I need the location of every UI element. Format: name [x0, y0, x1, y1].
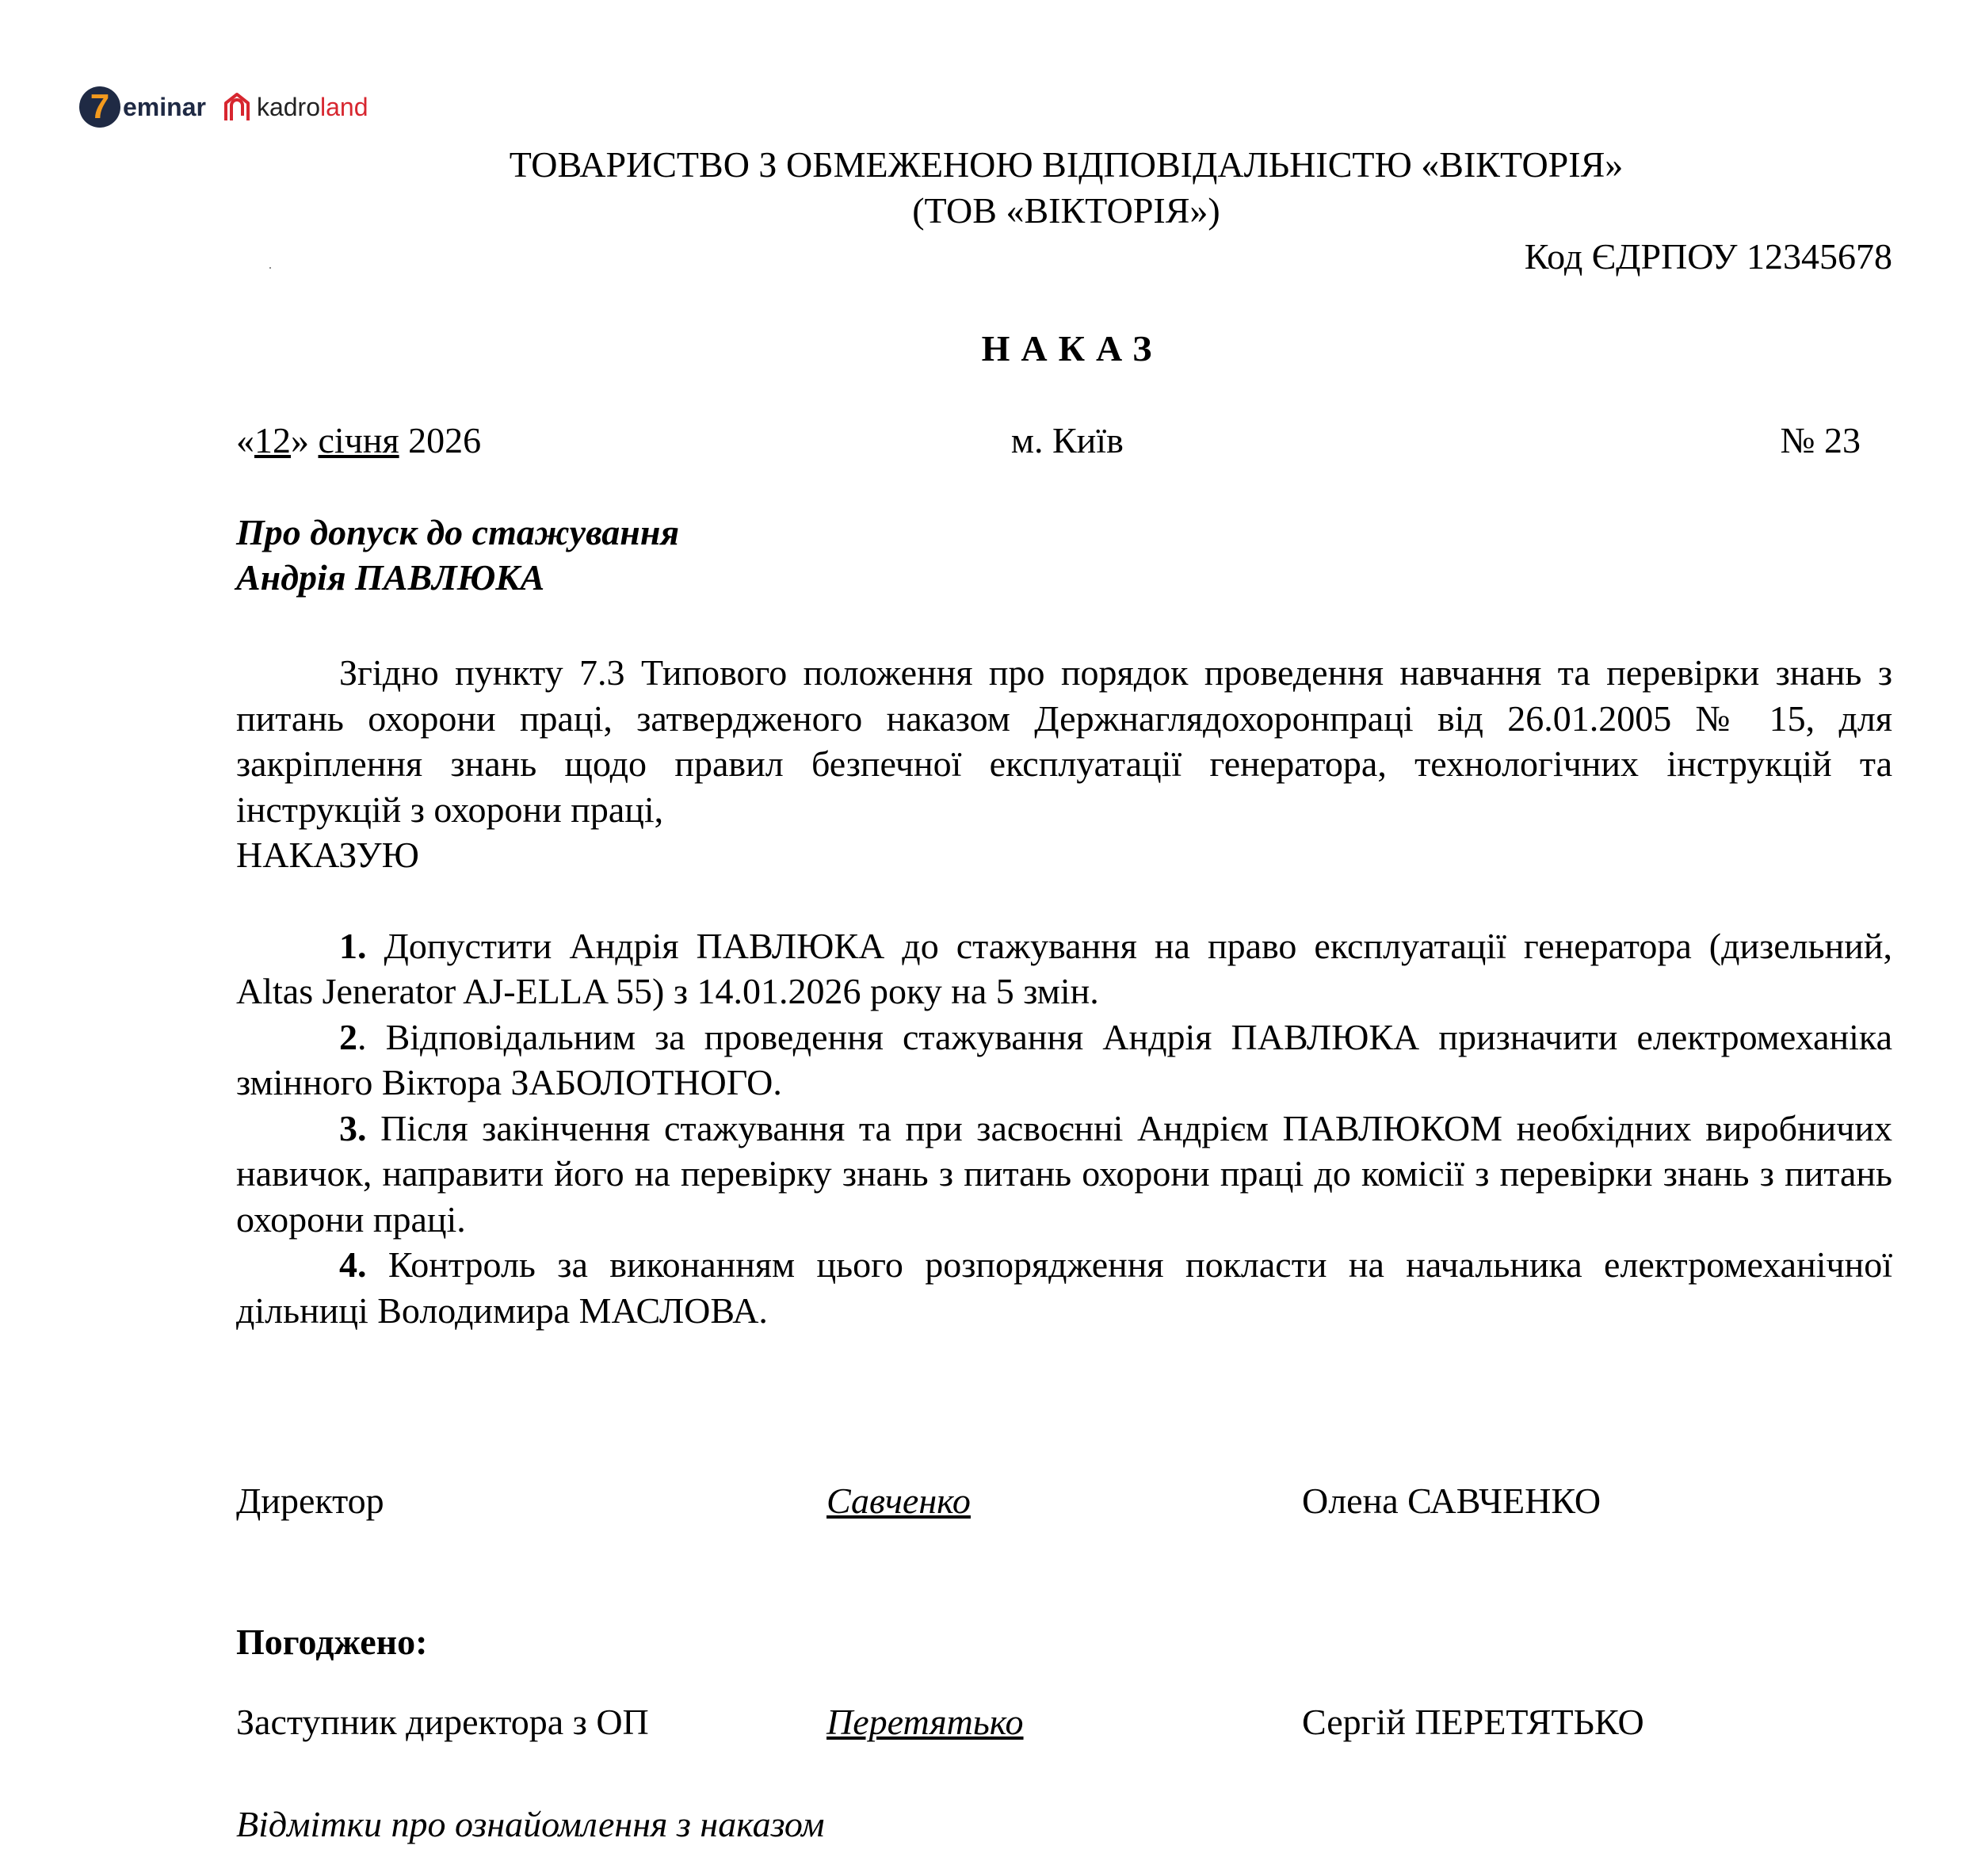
- item-number: 3.: [339, 1107, 367, 1148]
- document-title: НАКАЗ: [981, 328, 1163, 369]
- deputy-name: Сергій ПЕРЕТЯТЬКО: [1302, 1702, 1644, 1742]
- item-text: Допустити Андрія ПАВЛЮКА до стажування на право експлуатації генератора (дизельний, Altas Jenerator AJ-ELLA 55) з 14.01.2026 року на 5 змін.: [236, 925, 1892, 1011]
- order-item: [236, 1014, 1892, 1106]
- director-position: Директор: [236, 1481, 384, 1521]
- company-full-name: ТОВАРИСТВО З ОБМЕЖЕНОЮ ВІДПОВІДАЛЬНІСТЮ «ВІКТОРІЯ»: [509, 144, 1624, 185]
- scan-speck: [269, 267, 271, 269]
- subject-line-2: Андрія ПАВЛЮКА: [236, 557, 545, 598]
- subject-line-1: Про допуск до стажування: [236, 512, 680, 552]
- order-number: № 23: [1780, 420, 1861, 460]
- logo-bar: [79, 79, 396, 135]
- order-item: [236, 923, 1892, 1014]
- kadroland-text-dark: kadro: [256, 92, 320, 121]
- item-text: . Відповідальним за проведення стажування Андрія ПАВЛЮКА призначити електромеханіка змінного Віктора ЗАБОЛОТНОГО.: [236, 1016, 1892, 1102]
- order-city: м. Київ: [1010, 420, 1124, 460]
- order-day: 12: [254, 420, 291, 460]
- quote-close: »: [291, 420, 309, 460]
- date-line: [236, 418, 1861, 463]
- order-date: [236, 418, 481, 463]
- seminar-logo: [79, 86, 206, 128]
- item-number: 2: [339, 1016, 357, 1057]
- order-body: [236, 650, 1892, 1333]
- order-year: 2026: [408, 420, 482, 460]
- seminar-logo-text: eminar: [123, 92, 206, 121]
- kadroland-logo: [223, 92, 368, 122]
- company-short-name: (ТОВ «ВІКТОРІЯ»): [912, 190, 1220, 231]
- item-text: Контроль за виконанням цього розпорядження покласти на начальника електромеханічної дільниці Володимира МАСЛОВА.: [236, 1244, 1892, 1331]
- order-subject: [236, 510, 679, 600]
- deputy-position: Заступник директора з ОП: [236, 1702, 649, 1742]
- deputy-signature: Перетятько: [826, 1702, 1024, 1742]
- director-name: Олена САВЧЕНКО: [1302, 1481, 1601, 1521]
- kadroland-text-red: land: [319, 92, 368, 121]
- order-word: НАКАЗУЮ: [236, 835, 419, 875]
- edrpou-code: Код ЄДРПОУ 12345678: [1524, 236, 1892, 277]
- order-item: [236, 1106, 1892, 1243]
- item-text: Після закінчення стажування та при засвоєнні Андрієм ПАВЛЮКОМ необхідних виробничих навичок, направити його на перевірку знань з питань охорони праці до комісії з перевірки знань з питань охорони праці.: [236, 1107, 1892, 1240]
- agreed-label: Погоджено:: [236, 1622, 428, 1662]
- director-signature: Савченко: [826, 1481, 971, 1521]
- quote-open: «: [236, 420, 254, 460]
- house-icon: [223, 92, 250, 122]
- order-month: січня: [318, 420, 399, 460]
- preamble: Згідно пункту 7.3 Типового положення про порядок проведення навчання та перевірки знань з питань охорони праці, затвердженого наказом Держнаглядохоронпраці від 26.01.2005 № 15, для закріплення знань щодо правил безпечної експлуатації генератора, технологічних інструкцій та інструкцій з охорони праці,: [236, 652, 1892, 830]
- item-number: 4.: [339, 1244, 367, 1285]
- item-number: 1.: [339, 925, 367, 966]
- seminar-7-icon: 7: [79, 86, 120, 128]
- acknowledgement-note: Відмітки про ознайомлення з наказом: [236, 1804, 825, 1844]
- order-item: [236, 1242, 1892, 1333]
